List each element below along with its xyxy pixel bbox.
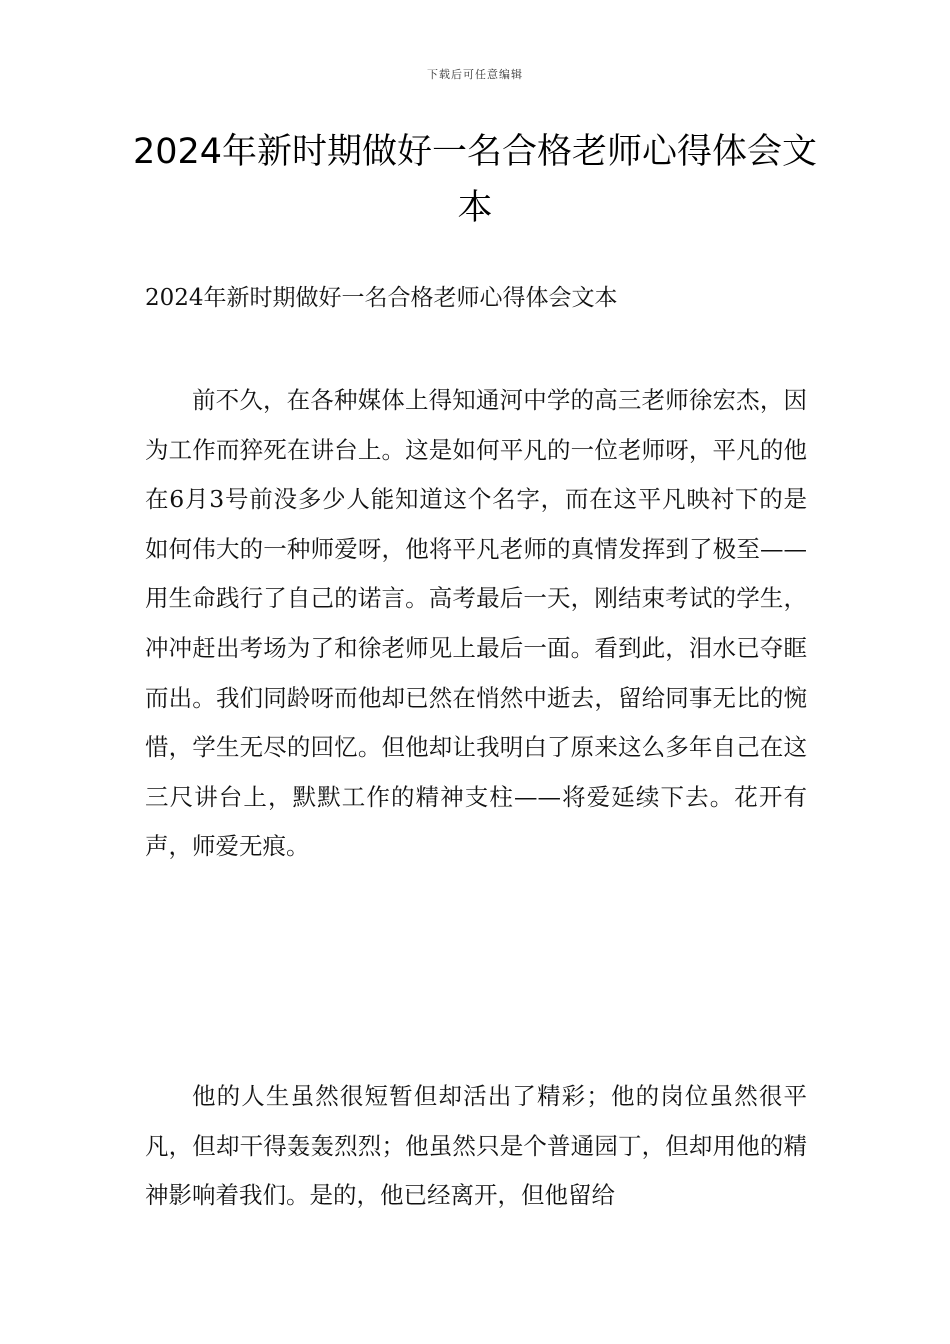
body-paragraph: 他的人生虽然很短暂但却活出了精彩；他的岗位虽然很平凡，但却干得轰轰烈烈；他虽然只是个普通园丁，但却用他的精神影响着我们。是的，他已经离开，但他留给 — [145, 1082, 807, 1210]
document-title: 2024年新时期做好一名合格老师心得体会文本 — [132, 132, 818, 228]
document-subtitle: 2024年新时期做好一名合格老师心得体会文本 — [145, 285, 618, 311]
header-note: 下载后可任意编辑 — [427, 68, 523, 81]
body-paragraph: 前不久，在各种媒体上得知通河中学的高三老师徐宏杰，因为工作而猝死在讲台上。这是如何平凡的一位老师呀，平凡的他在6月3号前没多少人能知道这个名字，而在这平凡映衬下的是如何伟大的一种师爱呀，他将平凡老师的真情发挥到了极至——用生命践行了自己的诺言。高考最后一天，刚结束考试的学生，冲冲赶出考场为了和徐老师见上最后一面。看到此，泪水已夺眶而出。我们同龄呀而他却已然在悄然中逝去，留给同事无比的惋惜，学生无尽的回忆。但他却让我明白了原来这么多年自己在这三尺讲台上，默默工作的精神支柱——将爱延续下去。花开有声，师爱无痕。 — [145, 386, 807, 861]
